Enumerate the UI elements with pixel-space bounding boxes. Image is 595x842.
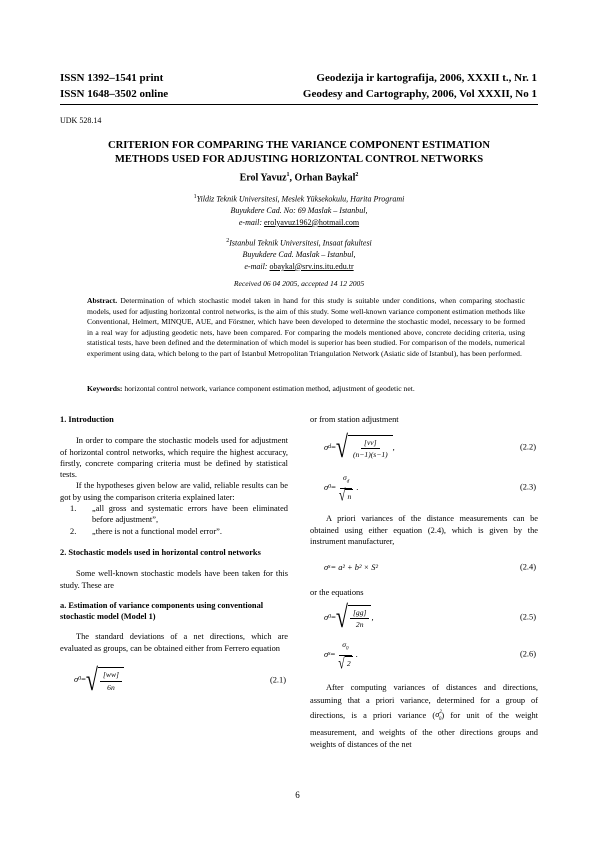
aff1-sup: 1 <box>193 194 197 200</box>
title-line-2: METHODS USED FOR ADJUSTING HORIZONTAL CONTROL NETWORKS <box>114 154 484 165</box>
journal-block <box>303 70 537 102</box>
sqrt-symbol: √ $\frac{[gg]}{2n}$ <box>336 605 372 631</box>
right-para-3: After computing variances of distances and directions, assuming that a priori variance, determined for a group of directions, is a priori variance $(\sigma^2_0)$ for unit of the weight measurement, and weights of the other directions groups and weights of distances of the net <box>310 683 538 750</box>
abstract-text: Determination of which stochastic model taken in hand for this study is suitable under conditions, when comparing stochastic models, used for adjusting horizontal control networks, is the aim of this study. Some well-known variance component estimation methods like Conventional, Helmert, MINQUE, AUE, and Förstner, which have been developed to determine the stochastic model, necessary to be formed in a real way for adjusting geodetic nets, have been compared. For comparing the models mentioned above, concrete deciding criteria, using statistical tests, have been defined and the determination of which model is superior has been studied. For comparison of the models, numerical experiment using data, which belong to the part of Istanbul Metropolitan Triangulation Network (Asiatic side of Istanbul), has been performed. <box>87 296 525 358</box>
issn-block <box>60 70 168 102</box>
keywords-label: Keywords: <box>87 384 123 393</box>
issn-print: ISSN 1392–1541 print <box>60 72 164 84</box>
keywords <box>87 384 525 395</box>
equation-2-3: σ 0 = $\sigma_d$ √ n . (2.3) <box>324 472 536 506</box>
author-2-sup: 2 <box>355 172 359 178</box>
right-para-0: or from station adjustment <box>310 415 399 424</box>
keywords-text: horizontal control network, variance component estimation method, adjustment of geodetic net. <box>122 384 415 393</box>
aff2-email-label: e-mail: <box>244 261 270 271</box>
author-1-sup: 1 <box>286 172 290 178</box>
right-para-1: A priori variances of the distance measurements can be obtained using either equation (2.4), which is given by the instrument manufacturer, <box>310 514 538 546</box>
abstract-label: Abstract. <box>87 296 118 305</box>
aff2-sup: 2 <box>226 238 230 244</box>
equation-2-5: σ 0 = √ $\frac{[gg]}{2n}$ , (2.5) <box>324 599 536 635</box>
section-1-title: 1. Introduction <box>60 415 114 424</box>
equation-number: (2.5) <box>519 612 536 622</box>
aff1-line1: Yildiz Teknik Universitesi, Meslek Yüksekokulu, Harita Programi <box>196 194 405 204</box>
sqrt-symbol: √ $\frac{[ww]}{6n}$ <box>86 667 124 693</box>
authors <box>60 172 538 183</box>
section-2-title: 2. Stochastic models used in horizontal control networks <box>60 547 261 557</box>
equation-2-4: σ s = a² + b² × S² (2.4) <box>324 562 536 572</box>
equation-number: (2.2) <box>519 442 536 452</box>
affiliation-1 <box>60 192 538 228</box>
right-column <box>310 414 538 752</box>
aff1-line2: Buyukdere Cad. No: 69 Maslak – Istanbul, <box>230 206 368 216</box>
equation-number: (2.1) <box>269 675 286 685</box>
equation-number: (2.6) <box>519 649 536 659</box>
affiliation-2 <box>60 236 538 272</box>
equation-2-2: σ d = √ $\frac{[vv]}{(n-1)(s-1)}$ , (2.2) <box>324 429 536 465</box>
journal-en: Geodesy and Cartography, 2006, Vol XXXII, No 1 <box>302 88 537 100</box>
header-rule <box>60 104 538 105</box>
subsection-a-para-1: The standard deviations of a net directions, which are evaluated as groups, can be obtained either from Ferrero equation <box>60 632 288 653</box>
journal-lt: Geodezija ir kartografija, 2006, XXXII t., Nr. 1 <box>316 72 537 84</box>
subsection-a-title: a. Estimation of variance components using conventional stochastic model (Model 1) <box>60 600 264 622</box>
aff1-email-label: e-mail: <box>238 217 264 227</box>
aff2-line1: Istanbul Teknik Universitesi, Insaat fakultesi <box>229 238 372 248</box>
sqrt-symbol: √ $\frac{[vv]}{(n-1)(s-1)}$ <box>336 435 393 461</box>
aff1-email-link[interactable]: erolyavuz1962@hotmail.com <box>263 217 360 227</box>
paper-title <box>60 139 538 167</box>
abstract <box>87 296 525 359</box>
equation-number: (2.4) <box>519 562 536 572</box>
section-2-para-1: Some well-known stochastic models have been taken for this study. These are <box>60 569 288 590</box>
section-1-para-1: In order to compare the stochastic models used for adjustment of horizontal control networks, which require the highest accuracy, firstly, concrete comparing criteria must be defined by statistical tests. <box>60 436 288 480</box>
aff2-email-link[interactable]: obaykal@srv.ins.itu.edu.tr <box>269 261 354 271</box>
equation-2-6: σ s = $\sigma_0$ √ 2 . (2.6) <box>324 640 536 673</box>
equation-number: (2.3) <box>519 482 536 492</box>
issn-online: ISSN 1648–3502 online <box>60 88 169 100</box>
title-line-1: CRITERION FOR COMPARING THE VARIANCE COMPONENT ESTIMATION <box>107 140 490 151</box>
section-1-para-2: If the hypotheses given below are valid, reliable results can be got by using the comparison criteria explained later: <box>60 481 288 502</box>
list-item: 2. „there is not a functional model error”. <box>70 526 222 536</box>
udk-code: UDK 528.14 <box>60 116 102 125</box>
page-number: 6 <box>295 790 300 800</box>
received-dates: Received 06 04 2005, accepted 14 12 2005 <box>233 279 365 288</box>
author-2: Orhan Baykal <box>294 172 356 184</box>
list-item: 1. „all gross and systematic errors have been eliminated before adjustment”, <box>70 504 288 525</box>
author-sep: , <box>289 172 295 184</box>
right-para-2: or the equations <box>310 588 364 598</box>
equation-2-1: σ 0 = √ $\frac{[ww]}{6n}$ (2.1) <box>74 661 286 697</box>
aff2-line2: Buyukdere Cad. Maslak – Istanbul, <box>242 250 356 260</box>
left-column <box>60 414 288 706</box>
author-1: Erol Yavuz <box>239 172 287 184</box>
